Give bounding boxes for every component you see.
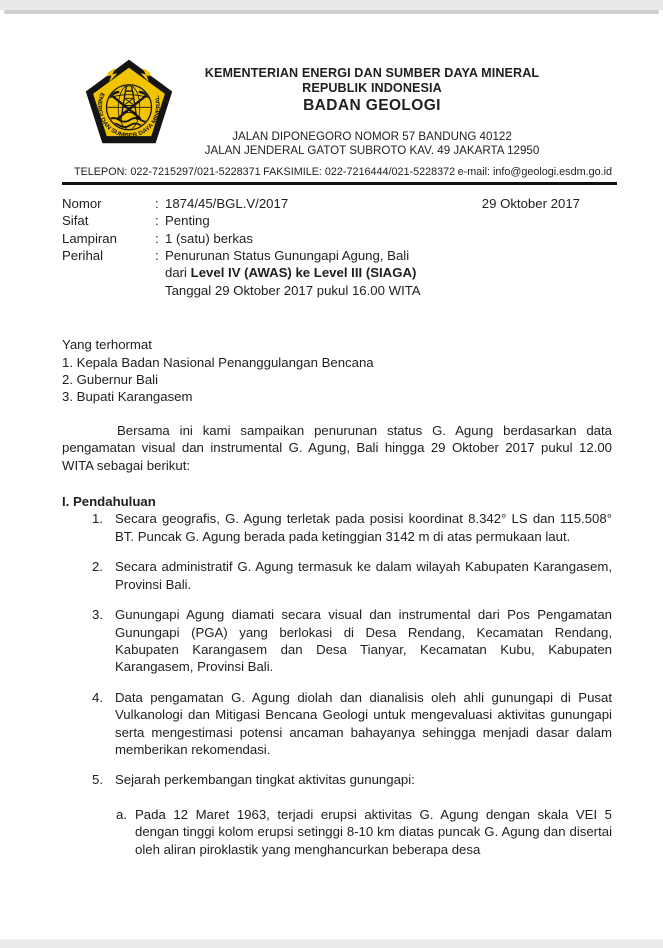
agency-address	[142, 130, 602, 158]
salutation: Yang terhormat	[62, 337, 152, 353]
recipient-item: 3. Bupati Karangasem	[62, 389, 193, 405]
item-number: 5.	[92, 772, 103, 788]
letter-page	[0, 14, 663, 858]
fax-number: FAKSIMILE: 022-7216444/021-5228372	[263, 165, 456, 178]
letter-meta	[62, 195, 612, 299]
address-line-2: JALAN JENDERAL GATOT SUBROTO KAV. 49 JAKARTA 12950	[204, 143, 540, 157]
meta-colon: :	[155, 230, 159, 246]
viewer-bottom-strip	[0, 939, 663, 948]
section-numbered-list	[62, 510, 612, 788]
recipients-block	[62, 336, 612, 406]
email-address: e-mail: info@geologi.esdm.go.id	[457, 165, 612, 178]
letterhead-rule	[62, 182, 617, 185]
pentagon-emblem-icon	[84, 57, 174, 154]
letterhead-text	[142, 66, 602, 158]
meta-row-lampiran	[62, 230, 612, 247]
subject-status-change: Level IV (AWAS) ke Level III (SIAGA)	[190, 265, 417, 281]
recipient-item: 1. Kepala Badan Nasional Penanggulangan Bencana	[62, 354, 374, 370]
republic-name: REPUBLIK INDONESIA	[302, 80, 442, 95]
item-number: 3.	[92, 607, 103, 623]
item-text: Data pengamatan G. Agung diolah dan dianalisis oleh ahli gunungapi di Pusat Vulkanologi dan Mitigasi Bencana Geologi untuk mengevaluasi aktivitas gunungapi serta mengestimasi potensi ancaman bahayanya sehingga menjadi dasar dalam memberikan rekomendasi.	[115, 689, 612, 757]
meta-colon: :	[155, 195, 159, 211]
list-item	[62, 558, 612, 593]
sub-item-text: Pada 12 Maret 1963, terjadi erupsi aktivitas G. Agung dengan skala VEI 5 dengan tinggi kolom erupsi setinggi 8-10 km diatas puncak G. Agung dan disertai oleh aliran piroklastik yang menghancurkan beberapa desa	[135, 806, 612, 857]
agency-name: BADAN GEOLOGI	[303, 97, 441, 115]
item-number: 2.	[92, 559, 103, 575]
item-text: Sejarah perkembangan tingkat aktivitas gunungapi:	[115, 772, 415, 788]
item-number: 1.	[92, 511, 103, 527]
address-line-1: JALAN DIPONEGORO NOMOR 57 BANDUNG 40122	[232, 130, 512, 144]
item-text: Secara geografis, G. Agung terletak pada posisi koordinat 8.342° LS dan 115.508° BT. Puncak G. Agung berada pada ketinggian 3142 m di atas permukaan laut.	[115, 511, 612, 544]
letter-subject-line3: Tanggal 29 Oktober 2017 pukul 16.00 WITA	[165, 282, 421, 298]
letter-nature: Penting	[165, 213, 210, 229]
list-item	[62, 606, 612, 676]
section-heading: I. Pendahuluan	[62, 494, 156, 510]
recipient-item: 2. Gubernur Bali	[62, 372, 159, 388]
logo-ring-text: ENERGI DAN SUMBER DAYA MINERAL	[95, 91, 163, 140]
meta-row-perihal	[62, 247, 612, 264]
letter-subject-line2	[165, 264, 612, 281]
item-text: Gunungapi Agung diamati secara visual dan instrumental dari Pos Pengamatan Gunungapi (PGA) yang berlokasi di Desa Rendang, Kecamatan Rendang, Kabupaten Karangasem dan Desa Tianyar, Kecamatan Kubu, Kabupaten Karangasem, Provinsi Bali.	[115, 607, 612, 675]
section-sub-list	[62, 806, 612, 858]
meta-label: Lampiran	[62, 230, 117, 246]
meta-colon: :	[155, 248, 159, 263]
list-item	[62, 510, 612, 545]
letter-subject-line1: Penurunan Status Gunungapi Agung, Bali	[165, 248, 410, 263]
telephone-number: TELEPON: 022-7215297/021-5228371	[74, 165, 261, 178]
letter-number: 1874/45/BGL.V/2017	[165, 195, 289, 211]
letter-date: 29 Oktober 2017	[481, 195, 580, 211]
viewer-top-strip	[0, 0, 663, 10]
letterhead	[0, 14, 663, 158]
list-item	[62, 771, 612, 788]
item-number: 4.	[92, 689, 103, 705]
intro-paragraph: Bersama ini kami sampaikan penurunan status G. Agung berdasarkan data pengamatan visual dan instrumental G. Agung, Bali hingga 29 Oktober 2017 pukul 12.00 WITA sebagai berikut:	[62, 422, 612, 473]
meta-row-sifat	[62, 212, 612, 229]
meta-label: Sifat	[62, 213, 89, 229]
meta-label: Perihal	[62, 248, 104, 263]
meta-label: Nomor	[62, 195, 102, 211]
esdm-ministry-logo-icon	[84, 57, 174, 154]
sub-item-letter: a.	[116, 806, 127, 822]
contact-row	[74, 166, 612, 179]
ministry-name: KEMENTERIAN ENERGI DAN SUMBER DAYA MINERAL	[204, 66, 540, 80]
meta-colon: :	[155, 213, 159, 229]
list-item	[62, 689, 612, 759]
letter-attachment: 1 (satu) berkas	[165, 230, 253, 246]
item-text: Secara administratif G. Agung termasuk ke dalam wilayah Kabupaten Karangasem, Provinsi Bali.	[115, 559, 612, 592]
sub-list-item	[62, 806, 612, 858]
subject-prefix: dari	[165, 265, 191, 281]
